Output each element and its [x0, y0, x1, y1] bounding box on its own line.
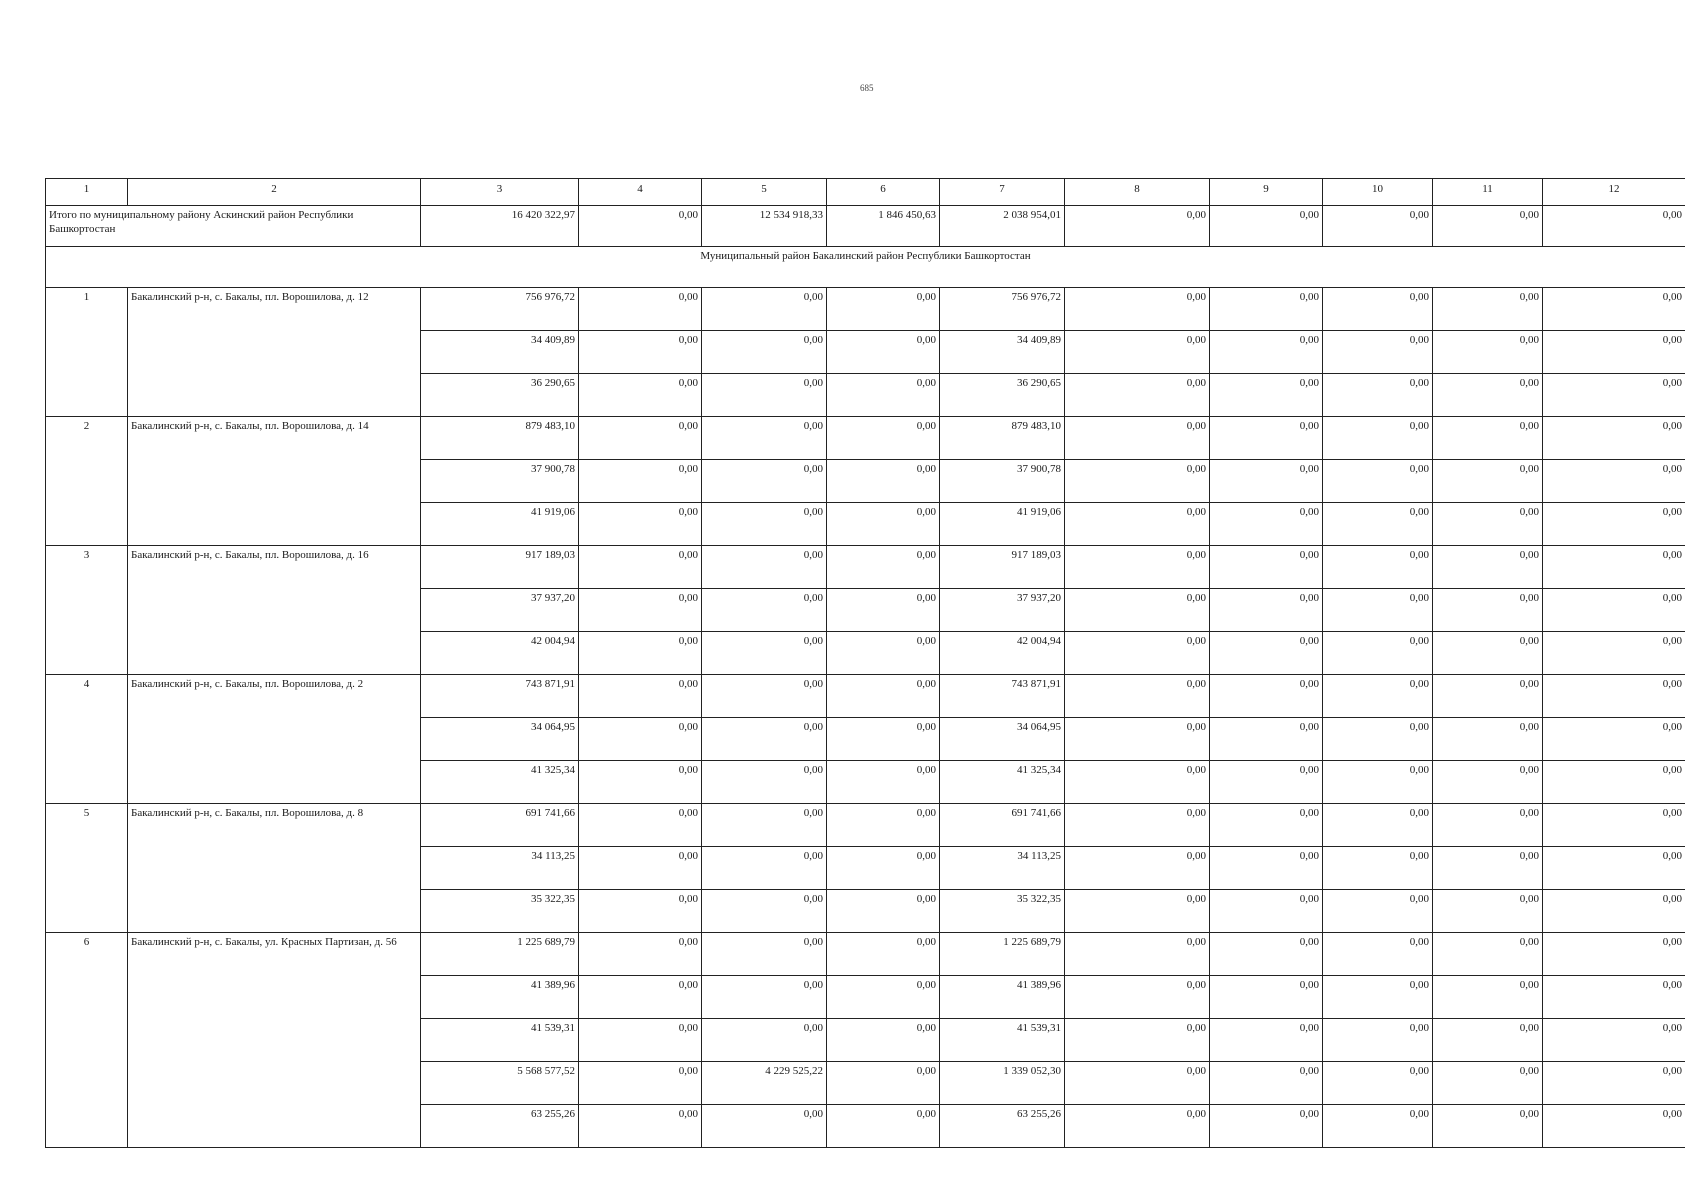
table-cell: 0,00 — [1065, 460, 1210, 503]
table-cell: 0,00 — [1543, 1105, 1686, 1148]
table-cell: 41 325,34 — [940, 761, 1065, 804]
table-row — [46, 546, 1686, 589]
table-cell: 41 389,96 — [421, 976, 579, 1019]
table-cell: 0,00 — [1433, 503, 1543, 546]
column-header: 8 — [1065, 179, 1210, 206]
table-cell: 63 255,26 — [421, 1105, 579, 1148]
section-row — [46, 247, 1686, 288]
table-cell: 16 420 322,97 — [421, 206, 579, 247]
table-cell: 0,00 — [1543, 933, 1686, 976]
table-cell: 0,00 — [1433, 1062, 1543, 1105]
table-cell: 0,00 — [1323, 1062, 1433, 1105]
table-cell: 0,00 — [1323, 417, 1433, 460]
table-cell: 0,00 — [1543, 675, 1686, 718]
table-cell: 0,00 — [579, 847, 702, 890]
table-cell: 0,00 — [1210, 589, 1323, 632]
table-cell: 0,00 — [1433, 417, 1543, 460]
table-cell: 0,00 — [1210, 417, 1323, 460]
table-cell: 36 290,65 — [940, 374, 1065, 417]
table-cell: 0,00 — [702, 890, 827, 933]
table-cell: 0,00 — [1323, 976, 1433, 1019]
table-cell: 0,00 — [827, 718, 940, 761]
table-cell: 0,00 — [827, 589, 940, 632]
table-cell: 0,00 — [579, 675, 702, 718]
table-cell: 0,00 — [1543, 761, 1686, 804]
table-cell: 4 229 525,22 — [702, 1062, 827, 1105]
table-cell: 0,00 — [1543, 206, 1686, 247]
table-cell: 0,00 — [1210, 503, 1323, 546]
column-header: 4 — [579, 179, 702, 206]
table-cell: 0,00 — [1323, 718, 1433, 761]
table-cell: 0,00 — [827, 1105, 940, 1148]
table-cell: 0,00 — [1065, 417, 1210, 460]
table-cell: 0,00 — [1433, 675, 1543, 718]
table-cell: 0,00 — [827, 460, 940, 503]
table-cell: 0,00 — [1065, 288, 1210, 331]
table-cell: 0,00 — [827, 890, 940, 933]
table-cell: 0,00 — [1065, 718, 1210, 761]
document-sheet — [45, 178, 1685, 1148]
table-cell: 0,00 — [1210, 675, 1323, 718]
row-index: 4 — [46, 675, 128, 804]
table-cell: 42 004,94 — [940, 632, 1065, 675]
table-cell: 0,00 — [1210, 847, 1323, 890]
table-cell: 0,00 — [827, 847, 940, 890]
table-cell: 0,00 — [702, 675, 827, 718]
table-cell: 0,00 — [1433, 1105, 1543, 1148]
table-cell: 0,00 — [579, 589, 702, 632]
table-cell: 0,00 — [1433, 206, 1543, 247]
table-cell: 0,00 — [1323, 761, 1433, 804]
table-row — [46, 417, 1686, 460]
table-cell: 0,00 — [1210, 632, 1323, 675]
table-cell: 0,00 — [827, 503, 940, 546]
table-cell: 0,00 — [579, 718, 702, 761]
table-cell: 36 290,65 — [421, 374, 579, 417]
address-cell: Бакалинский р-н, с. Бакалы, пл. Ворошилова, д. 2 — [128, 675, 421, 804]
column-header: 6 — [827, 179, 940, 206]
table-cell: 0,00 — [702, 374, 827, 417]
table-cell: 0,00 — [1433, 847, 1543, 890]
table-cell: 0,00 — [1323, 804, 1433, 847]
table-cell: 0,00 — [1065, 675, 1210, 718]
table-cell: 879 483,10 — [421, 417, 579, 460]
table-cell: 0,00 — [1210, 206, 1323, 247]
table-cell: 34 064,95 — [421, 718, 579, 761]
table-cell: 0,00 — [827, 1062, 940, 1105]
table-cell: 0,00 — [579, 331, 702, 374]
table-cell: 0,00 — [1323, 847, 1433, 890]
table-row — [46, 675, 1686, 718]
table-cell: 0,00 — [1323, 206, 1433, 247]
row-index: 3 — [46, 546, 128, 675]
table-cell: 0,00 — [1543, 288, 1686, 331]
table-cell: 0,00 — [579, 374, 702, 417]
table-row — [46, 804, 1686, 847]
table-cell: 0,00 — [827, 288, 940, 331]
table-cell: 0,00 — [827, 761, 940, 804]
table-cell: 0,00 — [1433, 890, 1543, 933]
table-cell: 0,00 — [1065, 804, 1210, 847]
table-cell: 0,00 — [827, 331, 940, 374]
table-cell: 0,00 — [1210, 331, 1323, 374]
table-cell: 0,00 — [1065, 890, 1210, 933]
table-cell: 0,00 — [1065, 206, 1210, 247]
table-cell: 0,00 — [579, 933, 702, 976]
table-cell: 63 255,26 — [940, 1105, 1065, 1148]
table-cell: 0,00 — [1433, 331, 1543, 374]
table-cell: 0,00 — [1065, 933, 1210, 976]
page-number: 685 — [860, 83, 874, 93]
table-cell: 0,00 — [1323, 546, 1433, 589]
column-header: 7 — [940, 179, 1065, 206]
table-cell: 0,00 — [702, 761, 827, 804]
table-cell: 0,00 — [1065, 632, 1210, 675]
table-cell: 0,00 — [1210, 976, 1323, 1019]
table-cell: 41 919,06 — [421, 503, 579, 546]
table-cell: 0,00 — [1543, 374, 1686, 417]
table-cell: 37 937,20 — [940, 589, 1065, 632]
table-cell: 0,00 — [1323, 331, 1433, 374]
table-cell: 0,00 — [579, 1062, 702, 1105]
table-cell: 0,00 — [579, 546, 702, 589]
table-cell: 0,00 — [579, 460, 702, 503]
address-cell: Бакалинский р-н, с. Бакалы, пл. Ворошилова, д. 8 — [128, 804, 421, 933]
table-cell: 34 064,95 — [940, 718, 1065, 761]
table-cell: 917 189,03 — [421, 546, 579, 589]
table-cell: 0,00 — [702, 718, 827, 761]
table-row — [46, 933, 1686, 976]
table-cell: 0,00 — [579, 804, 702, 847]
section-title: Муниципальный район Бакалинский район Республики Башкортостан — [46, 247, 1686, 288]
table-cell: 0,00 — [1543, 1062, 1686, 1105]
table-cell: 0,00 — [827, 632, 940, 675]
table-cell: 37 937,20 — [421, 589, 579, 632]
table-cell: 0,00 — [1065, 976, 1210, 1019]
table-cell: 41 539,31 — [421, 1019, 579, 1062]
table-cell: 0,00 — [827, 546, 940, 589]
address-cell: Бакалинский р-н, с. Бакалы, пл. Ворошилова, д. 12 — [128, 288, 421, 417]
table-cell: 0,00 — [1210, 460, 1323, 503]
table-cell: 41 325,34 — [421, 761, 579, 804]
table-cell: 0,00 — [1065, 331, 1210, 374]
table-cell: 0,00 — [579, 761, 702, 804]
table-cell: 917 189,03 — [940, 546, 1065, 589]
table-cell: 0,00 — [702, 589, 827, 632]
table-cell: 0,00 — [1433, 460, 1543, 503]
column-header: 5 — [702, 179, 827, 206]
table-cell: 879 483,10 — [940, 417, 1065, 460]
table-cell: 0,00 — [1433, 718, 1543, 761]
table-cell: 0,00 — [1433, 761, 1543, 804]
row-index: 1 — [46, 288, 128, 417]
table-cell: 0,00 — [702, 933, 827, 976]
table-cell: 756 976,72 — [940, 288, 1065, 331]
table-cell: 41 389,96 — [940, 976, 1065, 1019]
table-cell: 0,00 — [702, 804, 827, 847]
table-cell: 0,00 — [1543, 804, 1686, 847]
table-cell: 0,00 — [579, 890, 702, 933]
table-cell: 0,00 — [1065, 546, 1210, 589]
table-cell: 0,00 — [579, 503, 702, 546]
table-cell: 34 409,89 — [421, 331, 579, 374]
table-cell: 0,00 — [702, 1019, 827, 1062]
table-cell: 0,00 — [1433, 589, 1543, 632]
table-cell: 0,00 — [827, 374, 940, 417]
table-cell: 0,00 — [702, 976, 827, 1019]
table-cell: 0,00 — [1065, 503, 1210, 546]
table-cell: 34 409,89 — [940, 331, 1065, 374]
row-index: 6 — [46, 933, 128, 1148]
table-cell: 41 539,31 — [940, 1019, 1065, 1062]
table-cell: 0,00 — [702, 417, 827, 460]
row-index: 2 — [46, 417, 128, 546]
table-cell: 0,00 — [1065, 761, 1210, 804]
table-cell: 0,00 — [1210, 1062, 1323, 1105]
table-cell: 0,00 — [702, 1105, 827, 1148]
column-header: 1 — [46, 179, 128, 206]
table-cell: 743 871,91 — [421, 675, 579, 718]
table-cell: 0,00 — [1065, 1105, 1210, 1148]
table-row — [46, 288, 1686, 331]
table-cell: 0,00 — [702, 288, 827, 331]
data-table — [45, 178, 1685, 1148]
table-cell: 0,00 — [1210, 933, 1323, 976]
column-header: 2 — [128, 179, 421, 206]
table-cell: 0,00 — [702, 331, 827, 374]
table-cell: 0,00 — [1210, 1019, 1323, 1062]
table-cell: 0,00 — [1433, 288, 1543, 331]
table-cell: 0,00 — [1065, 374, 1210, 417]
table-cell: 0,00 — [1543, 976, 1686, 1019]
table-cell: 0,00 — [1323, 675, 1433, 718]
table-cell: 41 919,06 — [940, 503, 1065, 546]
table-cell: 0,00 — [1543, 331, 1686, 374]
table-cell: 0,00 — [1543, 890, 1686, 933]
table-cell: 0,00 — [1210, 804, 1323, 847]
row-index: 5 — [46, 804, 128, 933]
table-cell: 0,00 — [702, 546, 827, 589]
table-cell: 743 871,91 — [940, 675, 1065, 718]
table-cell: 0,00 — [579, 417, 702, 460]
table-cell: 0,00 — [827, 804, 940, 847]
table-cell: 0,00 — [1323, 933, 1433, 976]
table-cell: 0,00 — [827, 976, 940, 1019]
table-cell: 1 225 689,79 — [421, 933, 579, 976]
table-cell: 0,00 — [702, 632, 827, 675]
table-cell: 0,00 — [1433, 1019, 1543, 1062]
table-cell: 0,00 — [827, 1019, 940, 1062]
table-cell: 0,00 — [579, 976, 702, 1019]
table-cell: 0,00 — [1210, 761, 1323, 804]
table-cell: 0,00 — [1543, 589, 1686, 632]
table-cell: 0,00 — [1543, 503, 1686, 546]
table-cell: 0,00 — [827, 675, 940, 718]
table-cell: 37 900,78 — [421, 460, 579, 503]
header-row — [46, 179, 1686, 206]
table-cell: 0,00 — [1433, 976, 1543, 1019]
table-cell: 0,00 — [1543, 718, 1686, 761]
table-cell: 0,00 — [1323, 1105, 1433, 1148]
table-cell: 12 534 918,33 — [702, 206, 827, 247]
table-cell: 0,00 — [1065, 589, 1210, 632]
address-cell: Бакалинский р-н, с. Бакалы, пл. Ворошилова, д. 14 — [128, 417, 421, 546]
table-cell: 0,00 — [579, 632, 702, 675]
table-cell: 0,00 — [1323, 503, 1433, 546]
table-cell: 0,00 — [1433, 546, 1543, 589]
table-cell: 1 846 450,63 — [827, 206, 940, 247]
table-cell: 0,00 — [1433, 804, 1543, 847]
table-cell: 0,00 — [1210, 718, 1323, 761]
table-cell: 0,00 — [1323, 890, 1433, 933]
table-cell: 0,00 — [1065, 847, 1210, 890]
table-cell: 2 038 954,01 — [940, 206, 1065, 247]
total-row — [46, 206, 1686, 247]
column-header: 9 — [1210, 179, 1323, 206]
table-cell: 0,00 — [1543, 546, 1686, 589]
table-cell: 0,00 — [1323, 1019, 1433, 1062]
table-cell: 0,00 — [827, 933, 940, 976]
table-cell: 0,00 — [1065, 1062, 1210, 1105]
table-cell: 34 113,25 — [421, 847, 579, 890]
table-cell: 0,00 — [1323, 374, 1433, 417]
table-cell: 0,00 — [1323, 288, 1433, 331]
column-header: 3 — [421, 179, 579, 206]
table-cell: 0,00 — [1210, 890, 1323, 933]
table-cell: 0,00 — [1433, 374, 1543, 417]
table-cell: 34 113,25 — [940, 847, 1065, 890]
table-cell: 0,00 — [1210, 288, 1323, 331]
table-cell: 0,00 — [702, 460, 827, 503]
column-header: 10 — [1323, 179, 1433, 206]
table-cell: 0,00 — [1433, 632, 1543, 675]
address-cell: Бакалинский р-н, с. Бакалы, ул. Красных Партизан, д. 56 — [128, 933, 421, 1148]
table-cell: 0,00 — [579, 288, 702, 331]
total-row-label: Итого по муниципальному району Аскинский район Республики Башкортостан — [46, 206, 421, 247]
table-cell: 0,00 — [1323, 460, 1433, 503]
table-cell: 1 225 689,79 — [940, 933, 1065, 976]
table-cell: 0,00 — [579, 1105, 702, 1148]
table-cell: 0,00 — [1543, 417, 1686, 460]
table-cell: 0,00 — [1543, 460, 1686, 503]
table-cell: 0,00 — [579, 206, 702, 247]
table-cell: 0,00 — [1543, 1019, 1686, 1062]
table-cell: 42 004,94 — [421, 632, 579, 675]
table-cell: 0,00 — [1543, 632, 1686, 675]
table-cell: 35 322,35 — [421, 890, 579, 933]
table-cell: 691 741,66 — [940, 804, 1065, 847]
table-cell: 0,00 — [1323, 632, 1433, 675]
table-cell: 0,00 — [702, 847, 827, 890]
address-cell: Бакалинский р-н, с. Бакалы, пл. Ворошилова, д. 16 — [128, 546, 421, 675]
table-cell: 0,00 — [1323, 589, 1433, 632]
table-cell: 37 900,78 — [940, 460, 1065, 503]
column-header: 12 — [1543, 179, 1686, 206]
table-cell: 5 568 577,52 — [421, 1062, 579, 1105]
table-cell: 0,00 — [1210, 1105, 1323, 1148]
table-cell: 1 339 052,30 — [940, 1062, 1065, 1105]
table-cell: 0,00 — [1065, 1019, 1210, 1062]
table-cell: 0,00 — [702, 503, 827, 546]
column-header: 11 — [1433, 179, 1543, 206]
table-cell: 691 741,66 — [421, 804, 579, 847]
table-cell: 0,00 — [579, 1019, 702, 1062]
table-cell: 0,00 — [1210, 546, 1323, 589]
table-cell: 35 322,35 — [940, 890, 1065, 933]
table-cell: 0,00 — [1543, 847, 1686, 890]
table-cell: 0,00 — [827, 417, 940, 460]
table-cell: 0,00 — [1210, 374, 1323, 417]
table-cell: 756 976,72 — [421, 288, 579, 331]
table-cell: 0,00 — [1433, 933, 1543, 976]
